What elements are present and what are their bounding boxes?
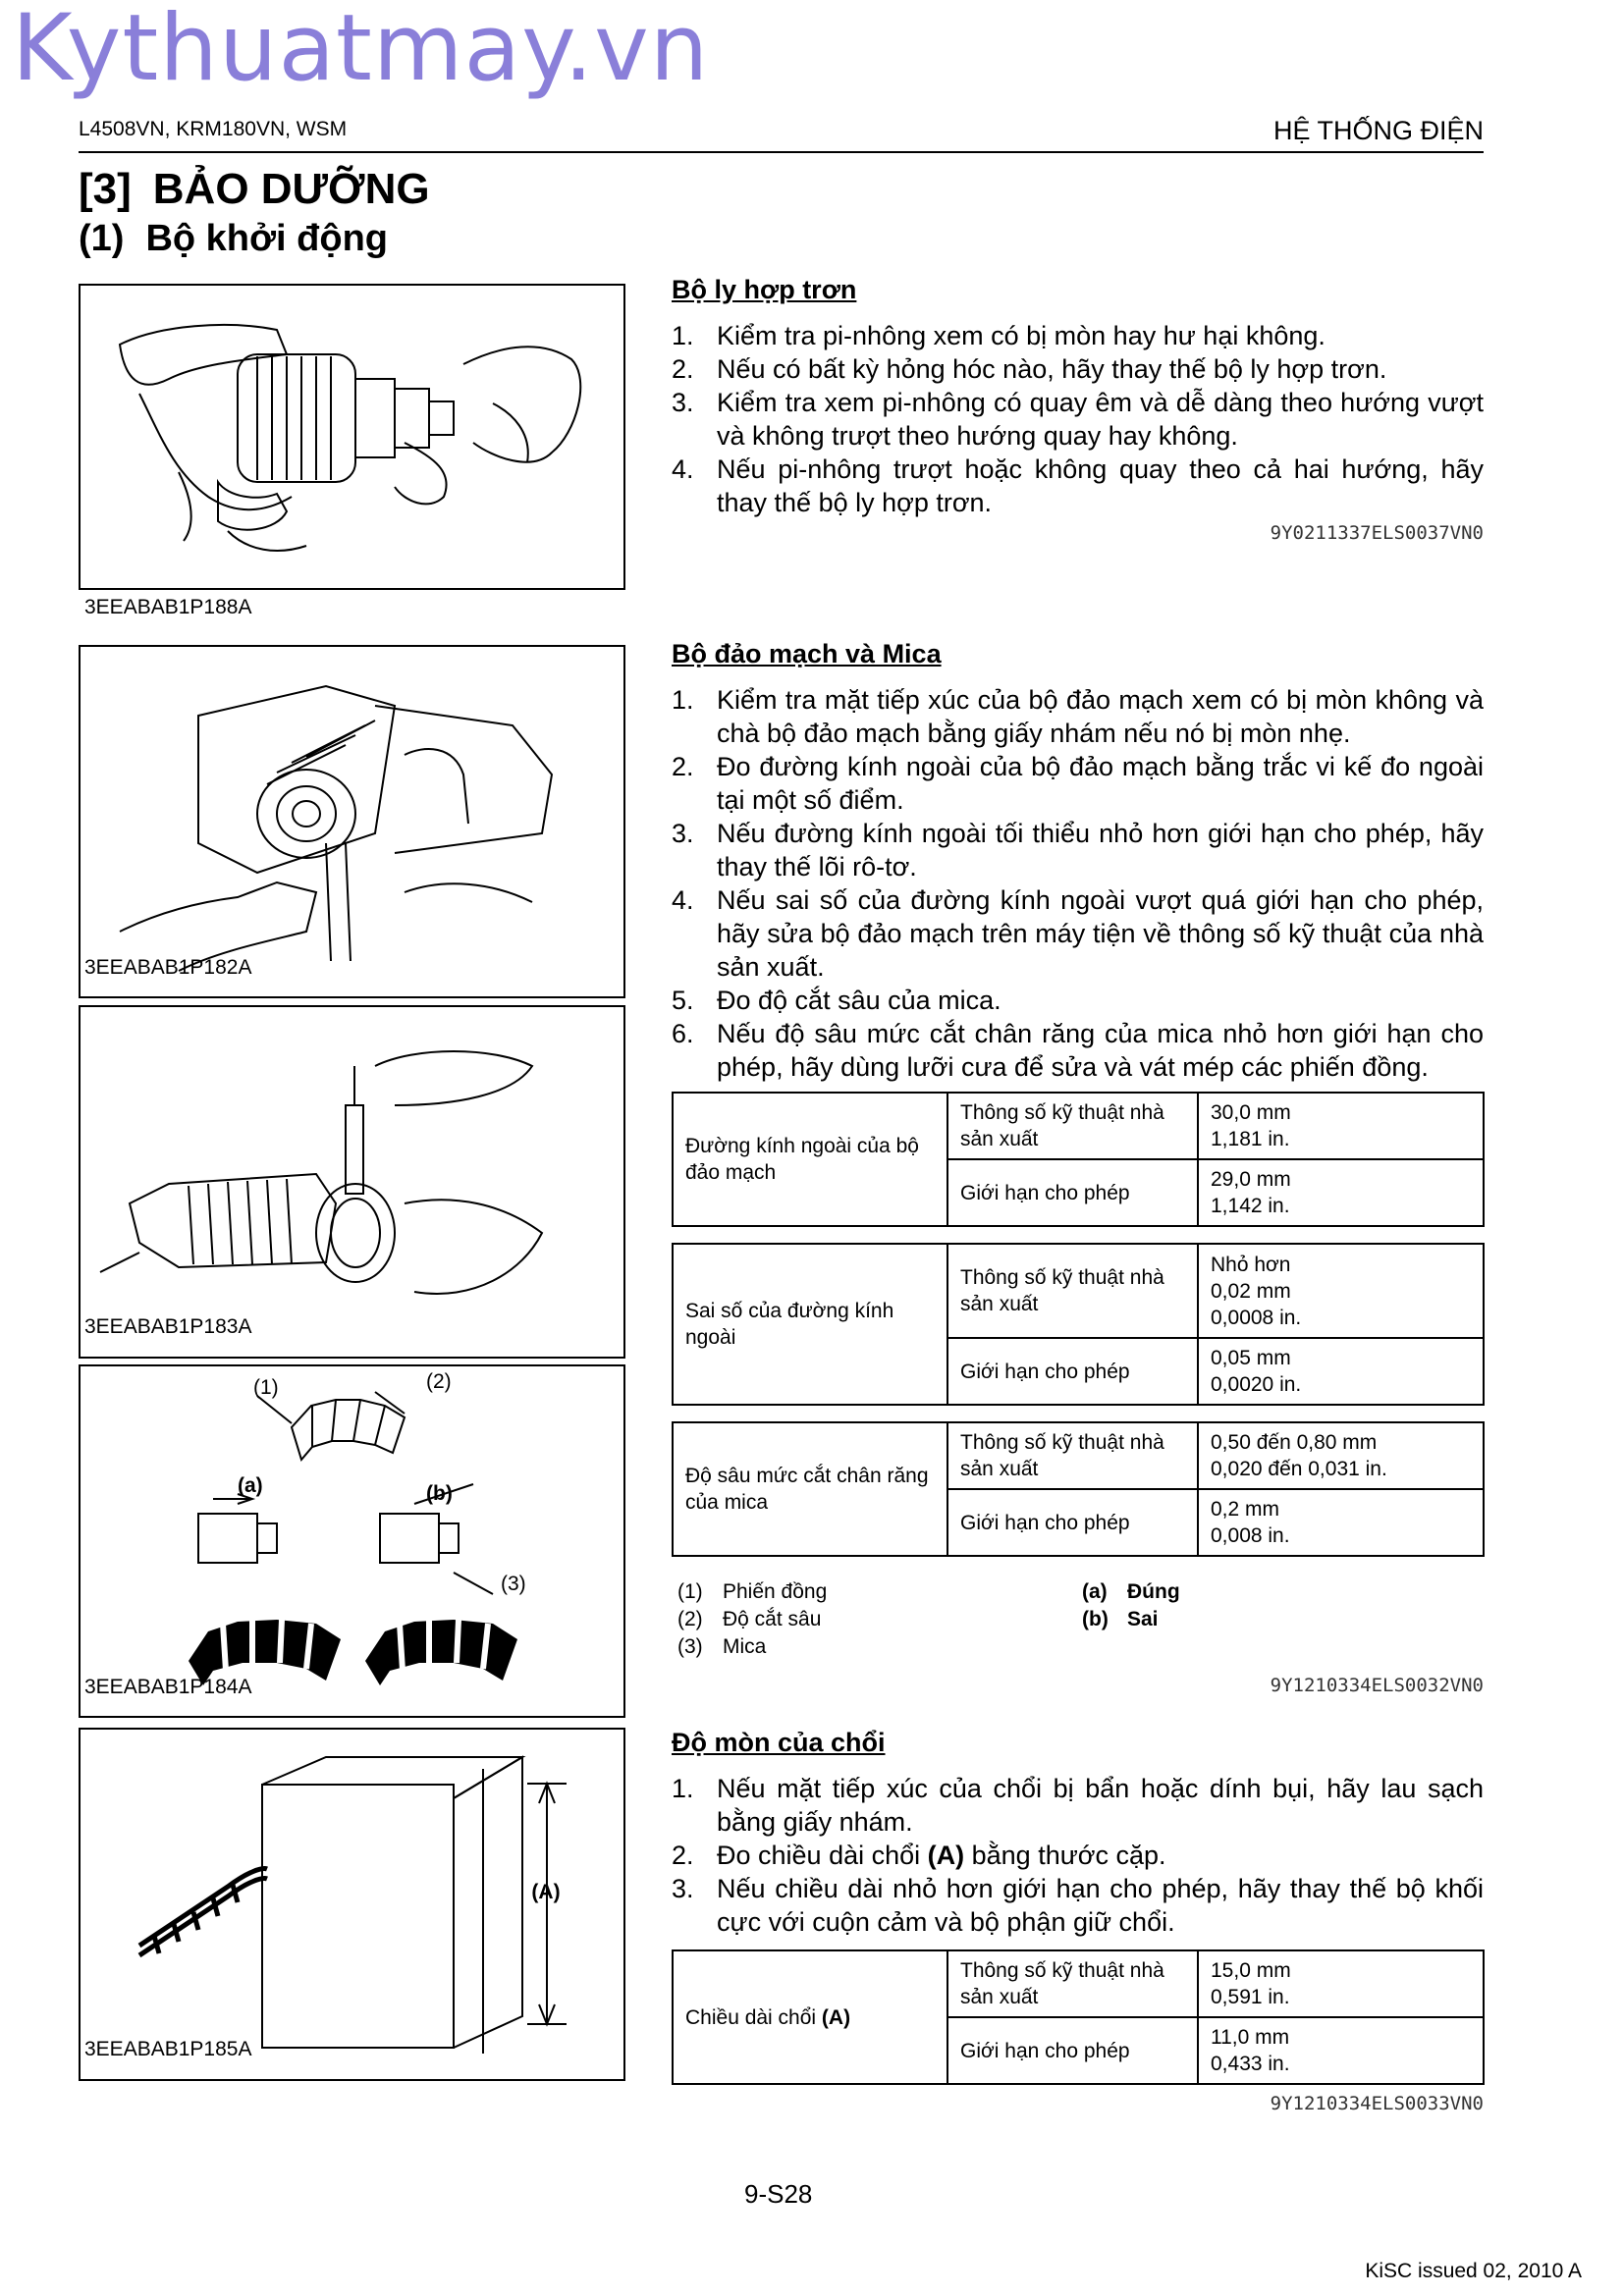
spec-table-od bbox=[672, 1092, 1485, 1227]
spec-item: Đường kính ngoài của bộ đảo mạch bbox=[673, 1093, 947, 1226]
spec-value: 0,05 mm 0,0020 in. bbox=[1198, 1338, 1484, 1405]
callout-a: (a) bbox=[238, 1474, 263, 1497]
legend-item: (3) Mica bbox=[677, 1635, 767, 1658]
header-model: L4508VN, KRM180VN, WSM bbox=[79, 118, 348, 140]
issue-note: KiSC issued 02, 2010 A bbox=[1365, 2260, 1582, 2282]
list-item: 2. Đo chiều dài chổi (A) bằng thước cặp. bbox=[672, 1841, 1166, 1870]
spec-table-brush bbox=[672, 1949, 1485, 2085]
spec-value: 0,2 mm 0,008 in. bbox=[1198, 1489, 1484, 1556]
subsection-heading bbox=[79, 218, 388, 260]
callout-2: (2) bbox=[426, 1370, 452, 1393]
spec-value: 29,0 mm 1,142 in. bbox=[1198, 1159, 1484, 1226]
spec-label: Giới hạn cho phép bbox=[947, 1489, 1198, 1556]
figure-armature bbox=[79, 1005, 625, 1359]
header-chapter: HỆ THỐNG ĐIỆN bbox=[1272, 116, 1484, 145]
armature-illustration bbox=[81, 1007, 623, 1357]
list-item: 1. Kiểm tra pi-nhông xem có bị mòn hay hư hại không. bbox=[672, 321, 1325, 350]
list-item: 5. Đo độ cắt sâu của mica. bbox=[672, 986, 1001, 1015]
subsection-title: Bộ khởi động bbox=[145, 218, 388, 259]
section-heading bbox=[79, 165, 430, 214]
spec-label: Giới hạn cho phép bbox=[947, 1159, 1198, 1226]
clutch-steps bbox=[672, 319, 1484, 519]
figure-code: 3EEABAB1P182A bbox=[84, 956, 252, 979]
callout-1: (1) bbox=[253, 1376, 279, 1399]
legend-item: (b) Sai bbox=[1082, 1608, 1159, 1630]
figure-code: 3EEABAB1P183A bbox=[84, 1315, 252, 1338]
spec-value: 30,0 mm 1,181 in. bbox=[1198, 1093, 1484, 1159]
legend-item: (1) Phiến đồng bbox=[677, 1580, 828, 1603]
spec-value: Nhỏ hơn 0,02 mm 0,0008 in. bbox=[1198, 1244, 1484, 1338]
figure-clutch bbox=[79, 284, 625, 590]
spec-item: Chiều dài chổi (A) bbox=[673, 1950, 947, 2084]
commutator-title: Bộ đảo mạch và Mica bbox=[672, 639, 942, 668]
legend-right bbox=[1082, 1578, 1180, 1633]
spec-label: Giới hạn cho phép bbox=[947, 1338, 1198, 1405]
legend-item: (2) Độ cắt sâu bbox=[677, 1608, 822, 1630]
clutch-illustration bbox=[81, 286, 623, 588]
list-item: 4. Nếu pi-nhông trượt hoặc không quay theo cả hai hướng, hãy thay thế bộ ly hợp trơn. bbox=[672, 454, 1484, 517]
watermark: Kythuatmay.vn bbox=[12, 0, 710, 102]
spec-label: Thông số kỹ thuật nhà sản xuất bbox=[947, 1422, 1198, 1489]
callout-A: (A) bbox=[531, 1881, 561, 1903]
list-item: 3. Nếu đường kính ngoài tối thiểu nhỏ hơn giới hạn cho phép, hãy thay thế lõi rô-tơ. bbox=[672, 819, 1484, 881]
clutch-title: Bộ ly hợp trơn bbox=[672, 275, 857, 304]
spec-table-undercut bbox=[672, 1421, 1485, 1557]
commutator-illustration bbox=[81, 647, 623, 996]
reference-code: 9Y0211337ELS0037VN0 bbox=[1270, 522, 1484, 544]
reference-code: 9Y1210334ELS0033VN0 bbox=[1270, 2093, 1484, 2114]
spec-item: Độ sâu mức cắt chân răng của mica bbox=[673, 1422, 947, 1556]
spec-value: 0,50 đến 0,80 mm 0,020 đến 0,031 in. bbox=[1198, 1422, 1484, 1489]
figure-undercut bbox=[79, 1364, 625, 1718]
spec-value: 15,0 mm 0,591 in. bbox=[1198, 1950, 1484, 2017]
section-number: [3] bbox=[79, 165, 132, 213]
spec-label: Thông số kỹ thuật nhà sản xuất bbox=[947, 1093, 1198, 1159]
spec-label: Giới hạn cho phép bbox=[947, 2017, 1198, 2084]
figure-code: 3EEABAB1P188A bbox=[84, 596, 252, 618]
list-item: 2. Nếu có bất kỳ hỏng hóc nào, hãy thay thế bộ ly hợp trơn. bbox=[672, 354, 1387, 384]
list-item: 2. Đo đường kính ngoài của bộ đảo mạch bằng trắc vi kế đo ngoài tại một số điểm. bbox=[672, 752, 1484, 815]
figure-code: 3EEABAB1P185A bbox=[84, 2038, 252, 2060]
spec-table-diff bbox=[672, 1243, 1485, 1406]
reference-code: 9Y1210334ELS0032VN0 bbox=[1270, 1675, 1484, 1696]
legend-left bbox=[677, 1578, 827, 1661]
subsection-number: (1) bbox=[79, 218, 125, 259]
brush-illustration bbox=[81, 1730, 623, 2079]
figure-commutator bbox=[79, 645, 625, 998]
spec-value: 11,0 mm 0,433 in. bbox=[1198, 2017, 1484, 2084]
commutator-steps bbox=[672, 683, 1484, 1084]
list-item: 3. Kiểm tra xem pi-nhông có quay êm và dễ dàng theo hướng vượt và không trượt theo hướng quay hay không. bbox=[672, 388, 1484, 451]
figure-code: 3EEABAB1P184A bbox=[84, 1676, 252, 1698]
callout-b: (b) bbox=[426, 1482, 453, 1505]
brush-steps bbox=[672, 1772, 1484, 1939]
brush-title: Độ mòn của chổi bbox=[672, 1728, 886, 1757]
header-rule bbox=[79, 151, 1484, 153]
list-item: 3. Nếu chiều dài nhỏ hơn giới hạn cho phép, hãy thay thế bộ khối cực với cuộn cảm và bộ phận giữ chổi. bbox=[672, 1874, 1484, 1937]
callout-3: (3) bbox=[501, 1573, 526, 1595]
list-item: 4. Nếu sai số của đường kính ngoài vượt quá giới hạn cho phép, hãy sửa bộ đảo mạch trên máy tiện về thông số kỹ thuật của nhà sản xuất. bbox=[672, 885, 1484, 982]
undercut-diagram bbox=[81, 1366, 623, 1716]
spec-item: Sai số của đường kính ngoài bbox=[673, 1244, 947, 1405]
section-title: BẢO DƯỠNG bbox=[152, 165, 430, 213]
spec-label: Thông số kỹ thuật nhà sản xuất bbox=[947, 1950, 1198, 2017]
legend-item: (a) Đúng bbox=[1082, 1580, 1180, 1603]
list-item: 1. Nếu mặt tiếp xúc của chổi bị bẩn hoặc dính bụi, hãy lau sạch bằng giấy nhám. bbox=[672, 1774, 1484, 1837]
list-item: 6. Nếu độ sâu mức cắt chân răng của mica nhỏ hơn giới hạn cho phép, hãy dùng lưỡi cưa để sửa và vát mép các phiến đồng. bbox=[672, 1019, 1484, 1082]
spec-label: Thông số kỹ thuật nhà sản xuất bbox=[947, 1244, 1198, 1338]
list-item: 1. Kiểm tra mặt tiếp xúc của bộ đảo mạch xem có bị mòn không và chà bộ đảo mạch bằng giấy nhám nếu nó bị mòn nhẹ. bbox=[672, 685, 1484, 748]
page-number: 9-S28 bbox=[744, 2179, 813, 2209]
figure-brush bbox=[79, 1728, 625, 2081]
